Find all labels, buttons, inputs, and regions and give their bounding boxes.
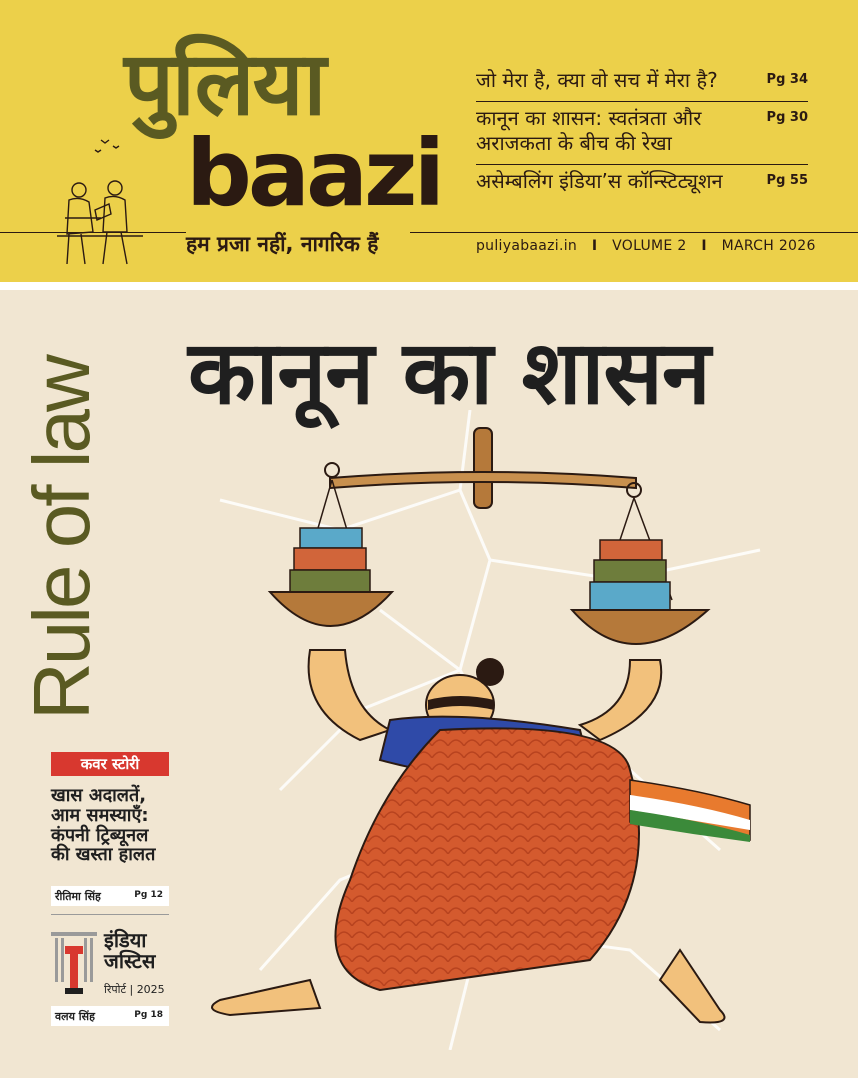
feature-title[interactable] [104,930,155,972]
cover-vertical-title: Rule of law [17,357,106,720]
contents-item-page: Pg 30 [766,110,808,125]
website-link[interactable]: puliyabaazi.in [476,238,578,254]
reading-couple-illustration [55,138,145,270]
contents-item[interactable] [476,64,808,102]
lady-justice-illustration [160,410,850,1050]
header-divider [0,282,858,290]
cover-story-badge: कवर स्टोरी [51,752,169,776]
masthead-tagline: हम प्रजा नहीं, नागरिक हैं [186,232,379,256]
volume-label: VOLUME 2 [612,238,687,254]
feature-subtitle: रिपोर्ट | 2025 [104,983,165,996]
cover-headline: कानून का शासन [188,321,710,424]
page-ref: Pg 18 [134,1010,163,1020]
issue-date: MARCH 2026 [721,238,816,254]
feature-byline [51,1006,169,1026]
sidebar-divider [51,914,169,915]
page-ref: Pg 12 [134,890,163,900]
contents-item-title: जो मेरा है, क्या वो सच में मेरा है? [476,68,718,92]
contents-item[interactable] [476,102,808,165]
masthead-title-english: baazi [186,120,442,227]
masthead-title-hindi: पुलिया [124,32,325,135]
issue-meta [476,238,816,254]
contents-item-page: Pg 55 [766,173,808,188]
contents-item[interactable] [476,165,808,202]
contents-item-page: Pg 34 [766,72,808,87]
author-name: वलय सिंह [55,1010,95,1023]
meta-separator: I [591,238,598,254]
pillar-icon [51,932,97,996]
cover-story-line: खास अदालतें, [51,785,147,806]
cover-story-line: की खस्ता हालत [51,844,156,866]
cover-story-line: आम समस्याएँ: [51,804,149,826]
cover-story-teaser[interactable] [51,786,201,865]
contents-item-title: कानून का शासन: स्वतंत्रता और अराजकता के बीच की रेखा [476,106,702,155]
contents-list [476,64,808,202]
cover-story-line: कंपनी ट्रिब्यूनल [51,824,149,846]
masthead-rule-right [410,232,858,233]
cover-story-byline [51,886,169,906]
feature-title-line: इंडिया [104,928,147,952]
author-name: रीतिमा सिंह [55,890,101,903]
feature-title-line: जस्टिस [104,949,156,973]
contents-item-title: असेम्बलिंग इंडिया’स कॉन्स्टिट्यूशन [476,169,723,193]
meta-separator: I [701,238,707,254]
